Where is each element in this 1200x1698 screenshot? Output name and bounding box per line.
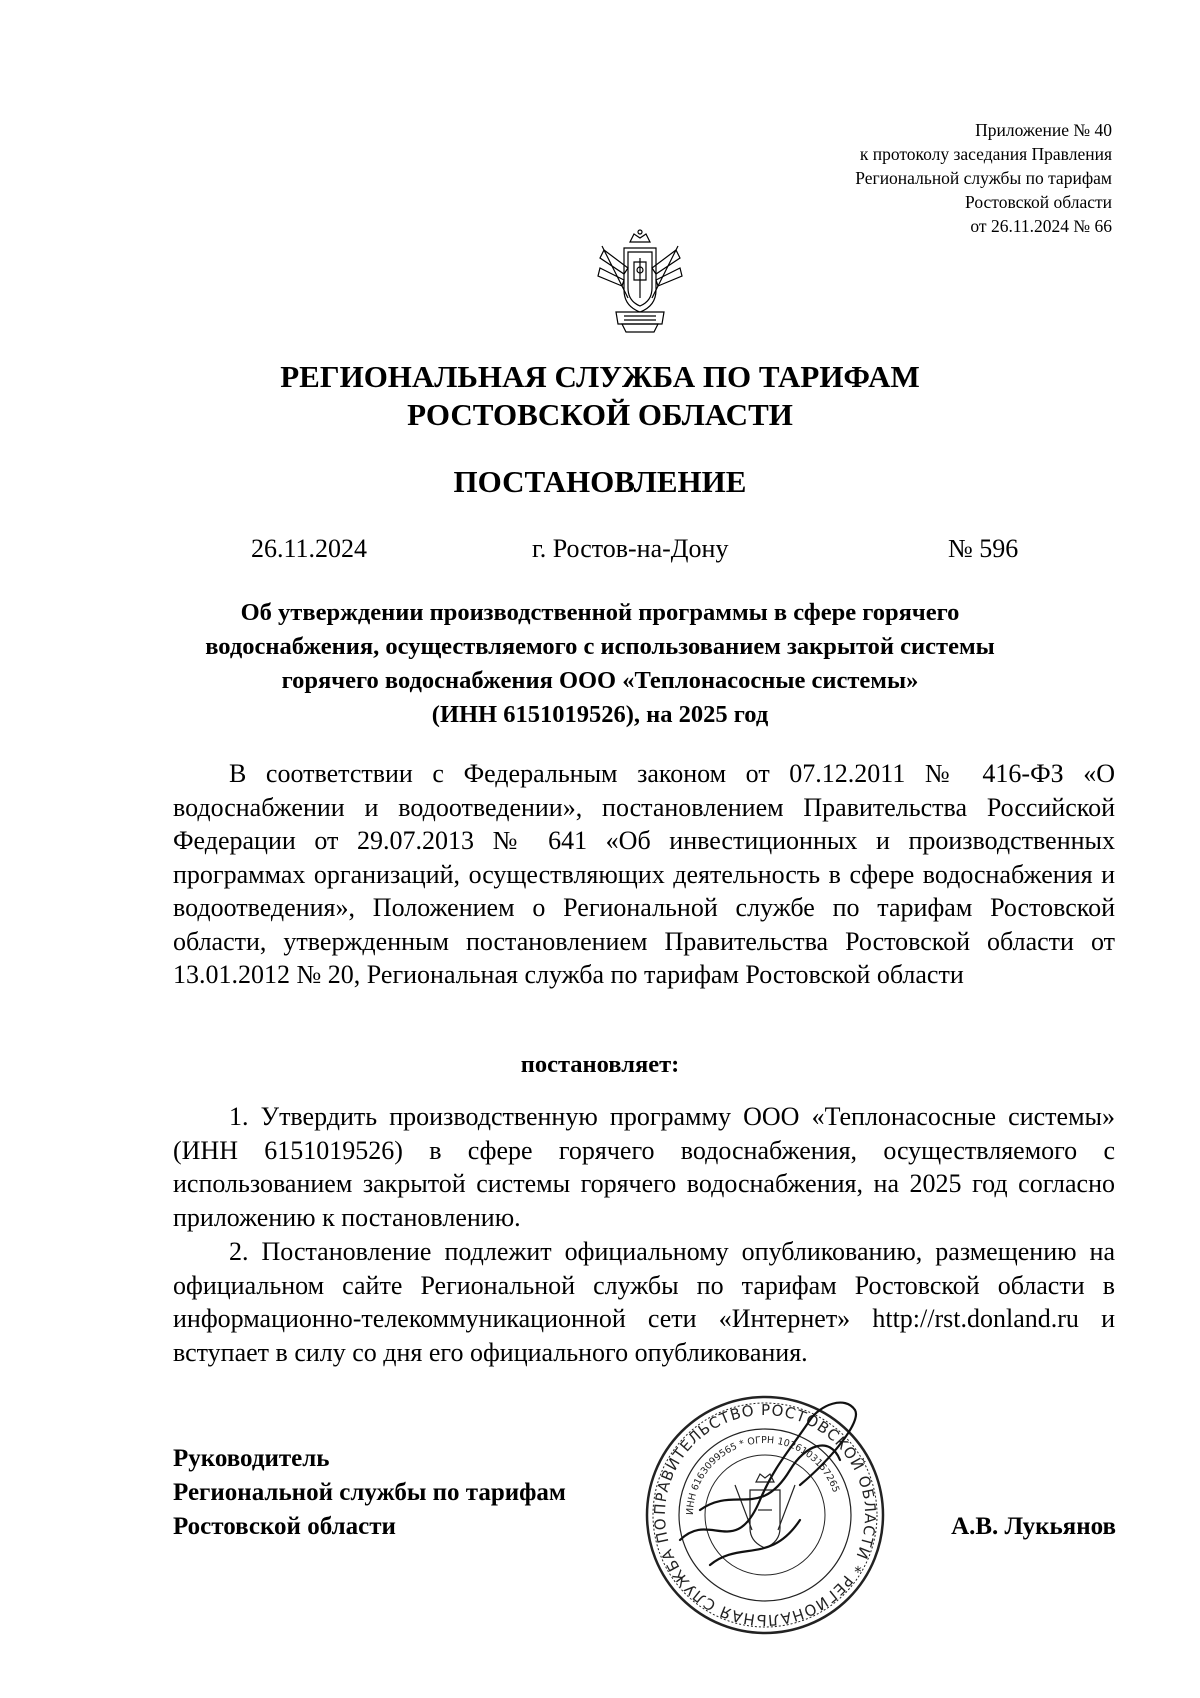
preamble-paragraph: В соответствии с Федеральным законом от 07.12.2011 № 416-ФЗ «О водоснабжении и водоотведении», постановлением Правительства Российской Федерации от 29.07.2013 № 641 «Об инвестиционных и производственных программах организаций, осуществляющих деятельность в сфере водоснабжения и водоотведения», Положением о Региональной службе по тарифам Ростовской области, утвержденным постановлением Правительства Ростовской области от 13.01.2012 № 20, Региональная служба по тарифам Ростовской области bbox=[173, 759, 1115, 989]
subject-line: Об утверждении производственной программы в сфере горячего bbox=[240, 599, 960, 626]
agency-name bbox=[120, 358, 1080, 434]
document-number: № 596 bbox=[948, 534, 1019, 563]
subject-line: горячего водоснабжения ООО «Теплонасосные системы» bbox=[281, 667, 919, 694]
appendix-line: Региональной службы по тарифам bbox=[855, 168, 1112, 188]
official-seal-icon bbox=[640, 1390, 890, 1640]
resolution-item-1: 1. Утвердить производственную программу ООО «Теплонасосные системы» (ИНН 6151019526) в сфере горячего водоснабжения, осуществляемого с использованием закрытой системы горячего водоснабжения, на 2025 год согласно приложению к постановлению. bbox=[173, 1102, 1115, 1232]
signatory-title-line: Ростовской области bbox=[173, 1513, 396, 1540]
subject-line: (ИНН 6151019526), на 2025 год bbox=[431, 701, 769, 728]
signatory-title-line: Региональной службы по тарифам bbox=[173, 1479, 566, 1506]
agency-name-line: РОСТОВСКОЙ ОБЛАСТИ bbox=[407, 397, 793, 432]
resolution-item-2: 2. Постановление подлежит официальному опубликованию, размещению на официальном сайте Региональной службы по тарифам Ростовской области в информационно-телекоммуникационной сети «Интернет» http://rst.donland.ru и вступает в силу со дня его официального опубликования. bbox=[173, 1237, 1115, 1367]
appendix-line: Ростовской области bbox=[965, 192, 1112, 212]
document-date: 26.11.2024 bbox=[251, 534, 368, 563]
appendix-reference bbox=[692, 118, 1112, 238]
agency-name-line: РЕГИОНАЛЬНАЯ СЛУЖБА ПО ТАРИФАМ bbox=[280, 359, 920, 394]
document-city: г. Ростов-на-Дону bbox=[532, 534, 729, 563]
subject-line: водоснабжения, осуществляемого с использованием закрытой системы bbox=[205, 633, 995, 660]
seal-inner-text: ИНН 6163099565 * ОГРН 1026103157265 bbox=[684, 1434, 842, 1516]
appendix-line: от 26.11.2024 № 66 bbox=[970, 216, 1112, 236]
appendix-line: Приложение № 40 bbox=[975, 120, 1112, 140]
rostov-coat-of-arms-icon bbox=[594, 228, 686, 336]
signatory-name: А.В. Лукьянов bbox=[951, 1513, 1116, 1540]
appendix-line: к протоколу заседания Правления bbox=[859, 144, 1112, 164]
decree-word: постановляет: bbox=[520, 1051, 680, 1078]
document-subject bbox=[170, 596, 1030, 732]
seal-ring-text: ПРАВИТЕЛЬСТВО РОСТОВСКОЙ ОБЛАСТИ * РЕГИОНАЛЬНАЯ СЛУЖБА ПО bbox=[650, 1400, 880, 1630]
signatory-title-line: Руководитель bbox=[173, 1445, 330, 1472]
signatory-title bbox=[173, 1442, 566, 1544]
document-type: ПОСТАНОВЛЕНИЕ bbox=[453, 464, 747, 499]
